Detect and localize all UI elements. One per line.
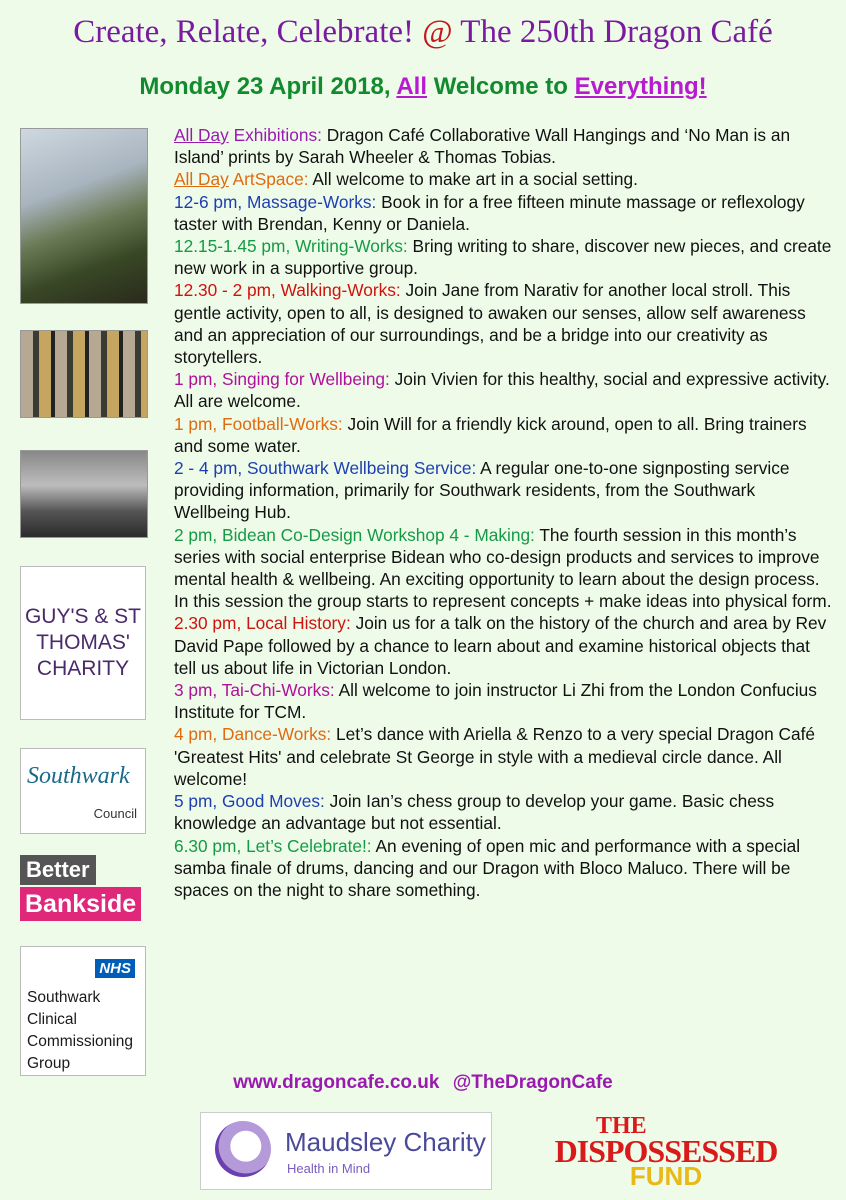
subtitle-all: All <box>396 73 428 100</box>
event-time: 2.30 pm, <box>174 613 242 634</box>
title-at: @ <box>422 14 453 50</box>
event-title: Football-Works: <box>222 413 343 434</box>
event-title: Southwark Wellbeing Service: <box>247 458 477 479</box>
event-item <box>174 168 834 190</box>
event-description: Dragon Café Collaborative Wall Hangings and ‘No Man is an Island’ prints by Sarah Wheeler & Thomas Tobias. <box>174 125 791 168</box>
event-description: Bring writing to share, discover new pieces, and create new work in a supportive group. <box>174 236 832 279</box>
event-title: ArtSpace: <box>232 169 309 190</box>
event-item <box>174 612 834 679</box>
event-description: Join Ian’s chess group to develop your game. Basic chess knowledge an advantage but not essential. <box>174 791 775 834</box>
event-time: 12.30 - 2 pm, <box>174 280 276 301</box>
event-item <box>174 235 834 279</box>
event-description: All welcome to join instructor Li Zhi from the London Confucius Institute for TCM. <box>174 680 817 723</box>
event-item <box>174 524 834 613</box>
guys-logo-text: GUY'S & ST THOMAS' CHARITY <box>24 605 142 680</box>
dragon-parade-photo <box>20 128 148 304</box>
samba-drums-photo <box>20 330 148 418</box>
event-time: 1 pm, <box>174 413 218 434</box>
event-item <box>174 679 834 723</box>
dispossessed-fund-logo <box>538 1113 794 1191</box>
event-schedule <box>174 124 834 901</box>
maudsley-charity-logo <box>200 1112 492 1190</box>
event-title: Good Moves: <box>222 791 325 812</box>
event-time: 5 pm, <box>174 791 218 812</box>
dance-group-photo <box>20 450 148 538</box>
event-description: A regular one-to-one signposting service providing information, primarily for Southwark residents, from the Southwark Wellbeing Hub. <box>174 458 790 523</box>
event-item <box>174 279 834 368</box>
event-description: The fourth session in this month’s series with social enterprise Bidean who co-design products and services to improve mental health & wellbeing. An exciting opportunity to learn about the design process. In this session the group starts to represent concepts + make ideas into physical form. <box>174 524 832 612</box>
event-title: Walking-Works: <box>280 280 401 301</box>
subtitle-date: Monday 23 April 2018, <box>139 73 391 100</box>
event-item <box>174 723 834 790</box>
event-title: Tai-Chi-Works: <box>221 680 335 701</box>
event-title: Massage-Works: <box>247 191 377 212</box>
guys-st-thomas-charity-logo <box>20 566 146 720</box>
southwark-council-logo <box>20 748 146 834</box>
event-time: All Day <box>174 169 229 190</box>
event-time: 6.30 pm, <box>174 835 242 856</box>
event-description: Join Will for a friendly kick around, open to all. Bring trainers and some water. <box>174 413 807 456</box>
event-title: Let’s Celebrate!: <box>246 835 372 856</box>
poster-subtitle <box>0 70 846 104</box>
event-title: Exhibitions: <box>233 125 322 145</box>
event-description: All welcome to make art in a social setting. <box>312 169 638 190</box>
nhs-ccg-text: Southwark Clinical Commissioning Group <box>27 989 133 1072</box>
title-main: Create, Relate, Celebrate! <box>73 14 414 50</box>
subtitle-welcome: Welcome to <box>433 73 568 100</box>
event-title: Singing for Wellbeing: <box>222 369 390 390</box>
event-description: An evening of open mic and performance with a special samba finale of drums, dancing and our Dragon with Bloco Maluco. There will be spaces on the night to share something. <box>174 835 801 900</box>
better-text: Better <box>20 855 96 885</box>
poster-title <box>0 12 846 52</box>
event-time: 4 pm, <box>174 724 218 745</box>
southwark-council-text: Council <box>93 806 137 821</box>
event-item <box>174 368 834 412</box>
subtitle-everything: Everything! <box>574 73 707 100</box>
dispossessed-fund: FUND <box>629 1161 703 1191</box>
nhs-badge: NHS <box>95 959 135 978</box>
event-time: 12-6 pm, <box>174 191 243 212</box>
event-item <box>174 124 834 168</box>
maudsley-name: Maudsley Charity <box>285 1127 486 1157</box>
nhs-southwark-ccg-logo <box>20 946 146 1076</box>
event-time: 2 - 4 pm, <box>174 458 243 479</box>
title-venue: The 250th Dragon Café <box>460 14 773 50</box>
event-title: Local History: <box>246 613 351 634</box>
event-title: Bidean Co-Design Workshop 4 - Making: <box>222 524 535 545</box>
event-time: 3 pm, <box>174 680 218 701</box>
event-description: Join us for a talk on the history of the church and area by Rev David Pape followed by a chance to learn about and examine historical objects that tell us about life in Victorian London. <box>174 613 827 678</box>
dispossessed-the: THE <box>596 1113 647 1139</box>
event-description: Let’s dance with Ariella & Renzo to a very special Dragon Café 'Greatest Hits' and celebrate St George in style with a medieval circle dance. All welcome! <box>174 724 816 789</box>
event-time: 12.15-1.45 pm, <box>174 236 291 257</box>
event-item <box>174 413 834 457</box>
event-description: Join Jane from Narativ for another local stroll. This gentle activity, open to all, is designed to awaken our senses, allow self awareness and an appreciation of our surroundings, and be a bridge into our creativity as storytellers. <box>174 280 806 368</box>
event-item <box>174 835 834 902</box>
event-time: 2 pm, <box>174 524 218 545</box>
footer-links <box>0 1070 846 1096</box>
event-title: Writing-Works: <box>295 236 408 257</box>
event-description: Join Vivien for this healthy, social and expressive activity. All are welcome. <box>174 369 830 412</box>
maudsley-tagline: Health in Mind <box>287 1161 371 1176</box>
dispossessed-name: DISPOSSESSED <box>554 1133 778 1169</box>
maudsley-ring-icon <box>215 1121 271 1177</box>
event-item <box>174 457 834 524</box>
bankside-text: Bankside <box>20 887 141 921</box>
better-bankside-logo <box>20 855 146 923</box>
website-link[interactable]: www.dragoncafe.co.uk <box>233 1072 440 1093</box>
event-item <box>174 790 834 834</box>
event-description: Book in for a free fifteen minute massage or reflexology taster with Brendan, Kenny or Daniela. <box>174 191 805 234</box>
event-time: 1 pm, <box>174 369 218 390</box>
twitter-handle-link[interactable]: @TheDragonCafe <box>452 1072 613 1093</box>
southwark-script-text: Southwark <box>27 763 130 789</box>
event-title: Dance-Works: <box>222 724 332 745</box>
event-time: All Day <box>174 125 229 145</box>
event-item <box>174 191 834 235</box>
